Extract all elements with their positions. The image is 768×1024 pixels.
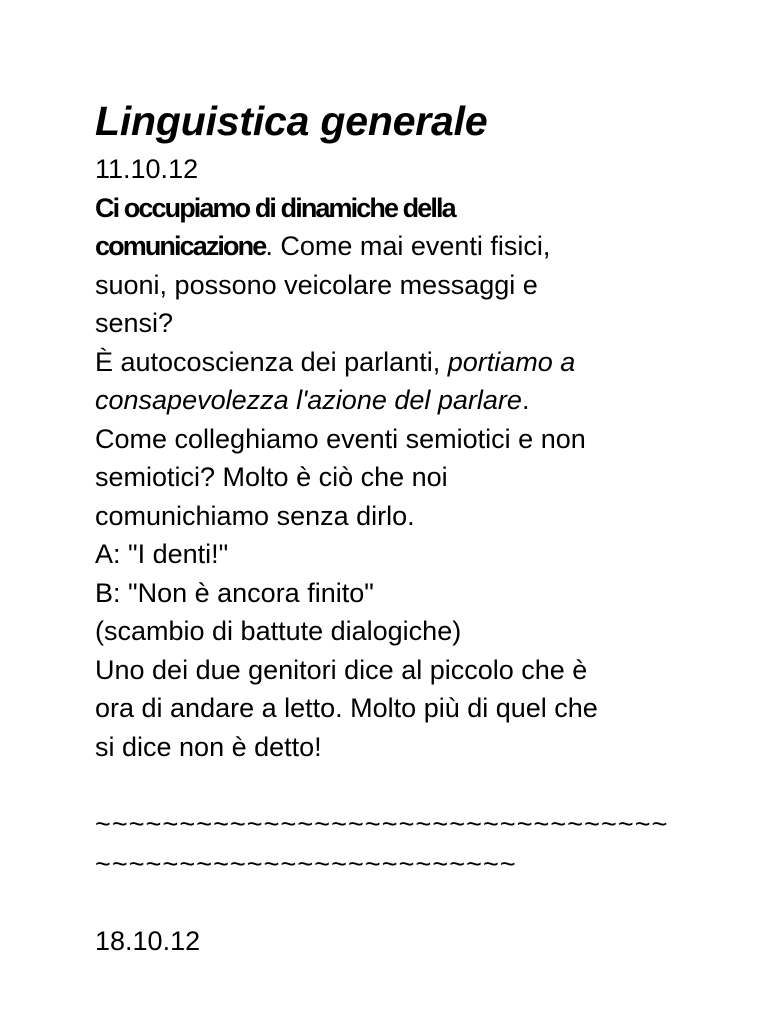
- italic-phrase: consapevolezza l'azione del parlare: [95, 385, 522, 415]
- paragraph-line: Come colleghiamo eventi semiotici e non: [95, 423, 586, 454]
- paragraph-line: sensi?: [95, 308, 174, 338]
- paragraph-line: [95, 189, 695, 228]
- bold-phrase: Ci occupiamo di dinamiche della: [95, 192, 455, 223]
- paragraph-line: semiotici? Molto è ciò che noi: [95, 462, 448, 492]
- dialogue-note: (scambio di battute dialogiche): [95, 616, 462, 646]
- document-title: Linguistica generale: [95, 98, 488, 144]
- dialogue-line-a: A: "I denti!": [95, 539, 229, 569]
- paragraph-line: [95, 227, 695, 266]
- tilde-separator: ~~~~~~~~~~~~~~~~~~~~~~~~~~~~~~~~~~: [95, 809, 669, 839]
- text-span: È autocoscienza dei parlanti,: [95, 346, 448, 377]
- blank-space: [95, 766, 695, 804]
- paragraph-line: ora di andare a letto. Molto più di quel che: [95, 693, 598, 723]
- paragraph-line: [95, 381, 695, 420]
- document-page: [95, 96, 695, 961]
- paragraph-line: si dice non è detto!: [95, 731, 322, 762]
- date-heading: 18.10.12: [95, 926, 201, 956]
- paragraph-line: Uno dei due genitori dice al piccolo che è: [95, 654, 588, 685]
- text-span: .: [521, 385, 530, 415]
- bold-phrase: comunicazione: [95, 231, 266, 261]
- date-heading: 11.10.12: [95, 154, 199, 184]
- paragraph-line: [95, 343, 695, 382]
- italic-phrase: portiamo a: [447, 346, 576, 377]
- tilde-separator: ~~~~~~~~~~~~~~~~~~~~~~~~~: [95, 849, 517, 879]
- blank-space: [95, 884, 695, 922]
- text-span: . Come mai eventi fisici,: [265, 231, 551, 261]
- paragraph-line: suoni, possono veicolare messaggi e: [95, 269, 538, 300]
- dialogue-line-b: B: "Non è ancora finito": [95, 577, 374, 608]
- paragraph-line: comunichiamo senza dirlo.: [95, 500, 415, 531]
